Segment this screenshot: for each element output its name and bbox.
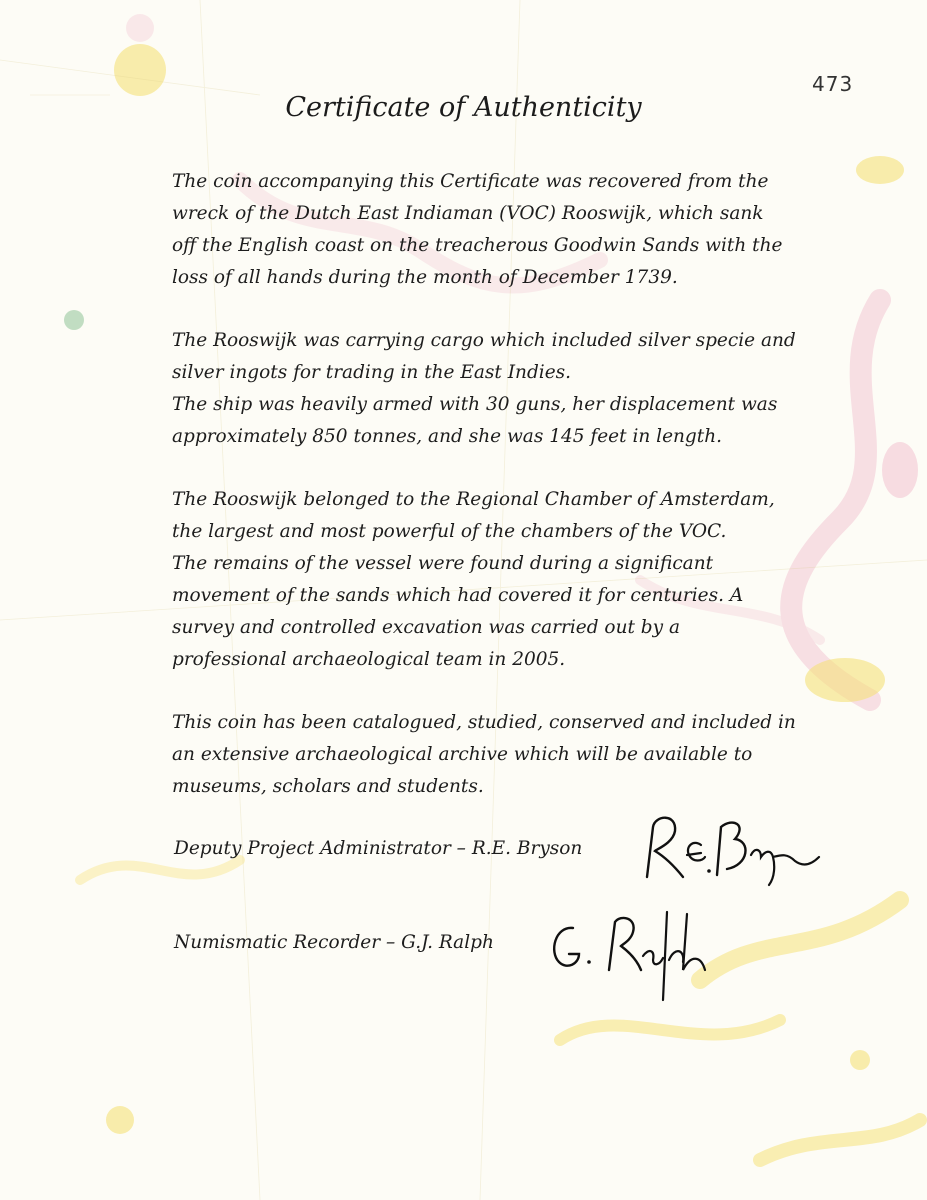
text-line: an extensive archaeological archive which will be available to: [172, 744, 753, 765]
text-line: The ship was heavily armed with 30 guns, her displacement was: [172, 394, 778, 415]
signature-ralph: [545, 900, 720, 1005]
text-line: The coin accompanying this Certificate was recovered from the: [172, 171, 769, 192]
signature-bryson: [635, 805, 825, 890]
text-line: silver ingots for trading in the East Indies.: [172, 362, 572, 383]
paragraph-recovery: [172, 166, 812, 294]
text-line: professional archaeological team in 2005.: [172, 649, 566, 670]
handwritten-page-number: 473: [812, 72, 854, 96]
paragraph-cargo: [172, 325, 812, 453]
text-line: movement of the sands which had covered it for centuries. A: [172, 585, 744, 606]
text-line: wreck of the Dutch East Indiaman (VOC) Rooswijk, which sank: [172, 203, 764, 224]
paragraph-history: [172, 484, 812, 676]
text-line: the largest and most powerful of the chambers of the VOC.: [172, 521, 727, 542]
text-line: off the English coast on the treacherous Goodwin Sands with the: [172, 235, 783, 256]
text-line: The Rooswijk was carrying cargo which included silver specie and: [172, 330, 796, 351]
text-line: The remains of the vessel were found during a significant: [172, 553, 714, 574]
certificate-title: Certificate of Authenticity: [285, 92, 642, 123]
text-line: The Rooswijk belonged to the Regional Chamber of Amsterdam,: [172, 489, 775, 510]
text-line: This coin has been catalogued, studied, conserved and included in: [172, 712, 796, 733]
signatory-label-bryson: Deputy Project Administrator – R.E. Bryson: [174, 838, 583, 859]
certificate-body: [172, 166, 812, 834]
paragraph-archive: [172, 707, 812, 803]
text-line: museums, scholars and students.: [172, 776, 484, 797]
signatory-label-ralph: Numismatic Recorder – G.J. Ralph: [174, 932, 494, 953]
text-line: loss of all hands during the month of December 1739.: [172, 267, 678, 288]
text-line: approximately 850 tonnes, and she was 145 feet in length.: [172, 426, 723, 447]
text-line: survey and controlled excavation was carried out by a: [172, 617, 681, 638]
